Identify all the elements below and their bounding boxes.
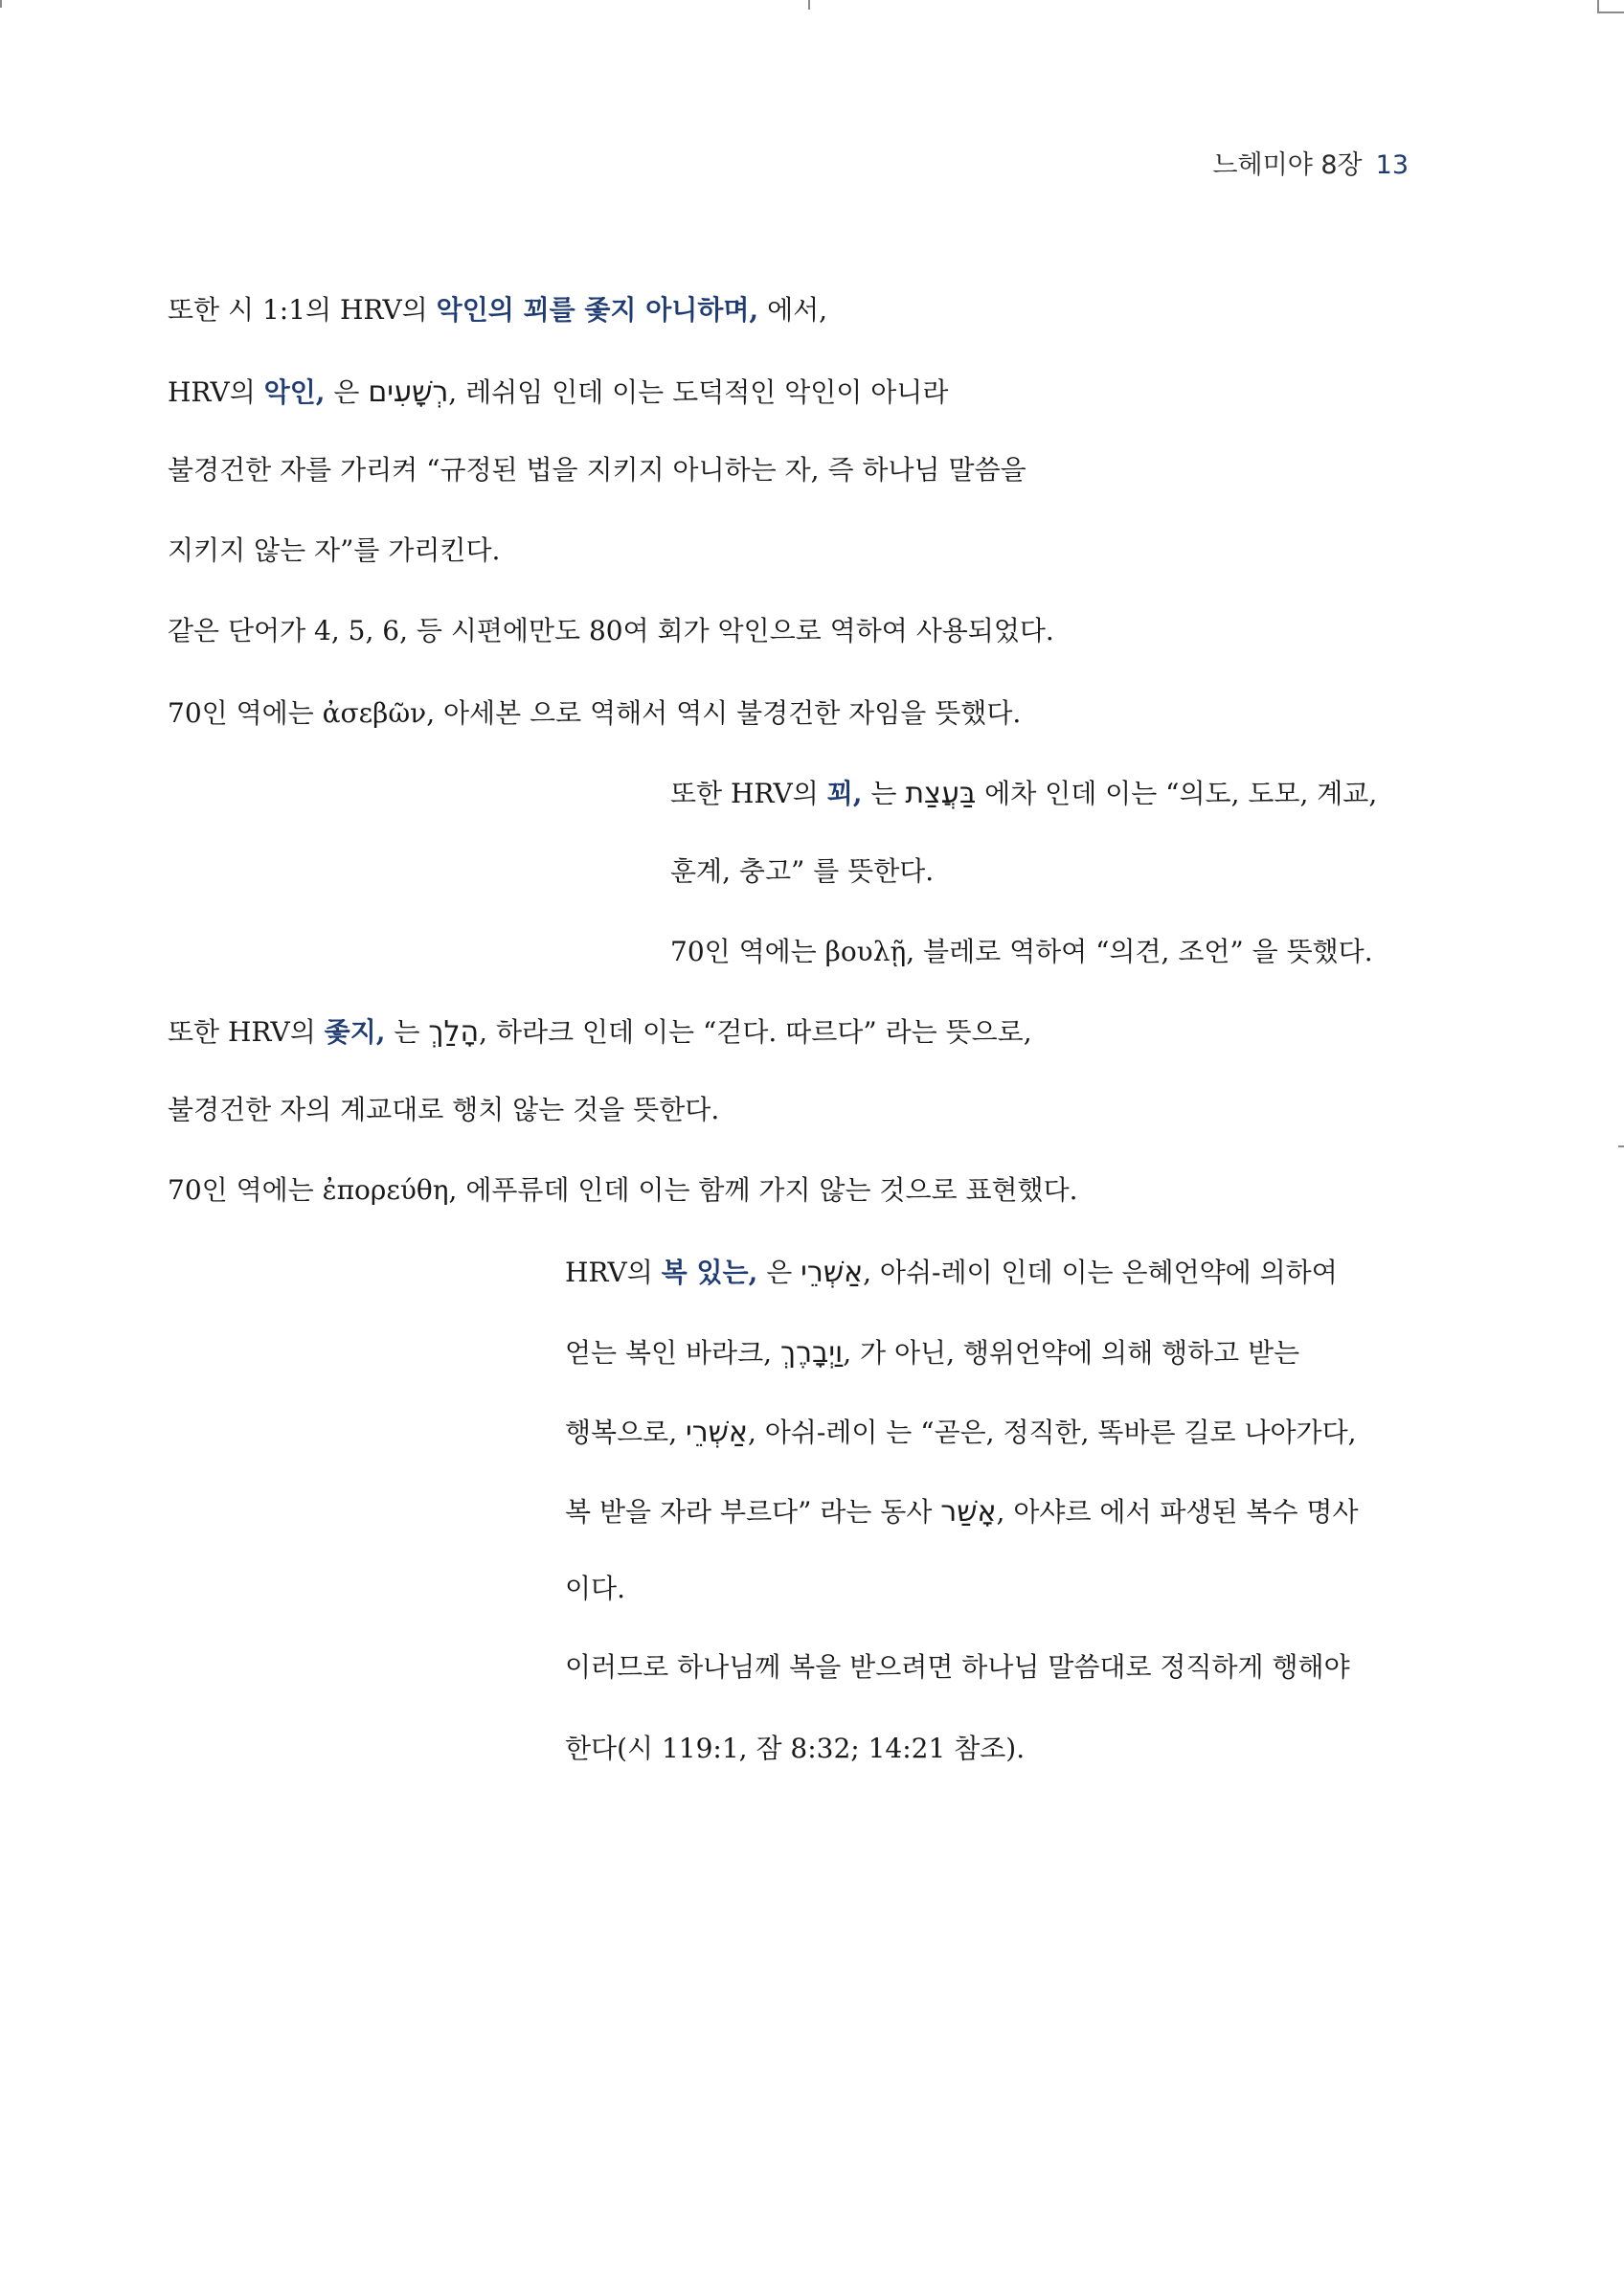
hebrew-word: רְשָׁעִים <box>368 375 449 409</box>
text-line <box>168 1015 1032 1050</box>
highlighted-term: 악인, <box>263 376 326 408</box>
highlighted-term: 좇지, <box>324 1016 386 1048</box>
text-segment: 복 받을 자라 부르다” 라는 동사 <box>565 1496 941 1528</box>
text-segment: 는 <box>862 778 906 809</box>
text-segment: 불경건한 자를 가리켜 “규정된 법을 지키지 아니하는 자, 즉 하나님 말씀을 <box>168 454 1026 486</box>
text-line <box>670 777 1377 811</box>
text-segment: 같은 단어가 4, 5, 6, 등 시편에만도 80여 회가 악인으로 역하여 사용되었다. <box>168 615 1054 646</box>
text-segment: 훈계, 충고” 를 뜻한다. <box>670 855 935 887</box>
text-line <box>168 453 1026 487</box>
text-segment: 70인 역에는 <box>168 697 323 729</box>
text-line <box>168 614 1054 648</box>
running-title: 느헤미야 8장 <box>1212 150 1363 180</box>
text-segment: 70인 역에는 <box>168 1174 323 1206</box>
hebrew-word: וַיְבָרֶךְ <box>779 1336 844 1370</box>
text-segment: 또한 HRV의 <box>670 778 827 809</box>
text-segment: , 아쉬-레이 는 “곧은, 정직한, 똑바른 길로 나아가다, <box>747 1417 1357 1448</box>
text-segment: 얻는 복인 바라크, <box>565 1337 780 1369</box>
greek-word: βουλῇ <box>824 936 907 967</box>
greek-word: ἐπορεύθη <box>322 1174 449 1206</box>
hebrew-word: הָלַךְ <box>428 1015 480 1049</box>
greek-word: ἀσεβῶν <box>322 697 427 729</box>
page-number: 13 <box>1375 150 1409 180</box>
text-segment: 행복으로, <box>565 1417 686 1448</box>
hebrew-word: אַשְׁרֵי <box>686 1416 748 1449</box>
text-segment: 지키지 않는 자”를 가리킨다. <box>168 534 501 566</box>
text-segment: 또한 HRV의 <box>168 1016 325 1048</box>
text-segment: HRV의 <box>168 376 264 408</box>
text-line <box>168 375 948 410</box>
text-segment: 불경건한 자의 계교대로 행치 않는 것을 뜻한다. <box>168 1094 720 1125</box>
text-line <box>168 1173 1078 1208</box>
text-segment: 한다(시 119:1, 잠 8:32; 14:21 참조). <box>565 1733 1026 1764</box>
text-segment: , 블레로 역하여 “의견, 조언” 을 뜻했다. <box>906 936 1373 967</box>
text-line <box>168 293 827 328</box>
text-segment: 또한 시 1:1의 HRV의 <box>168 294 437 326</box>
hebrew-word: אָשַׁר <box>940 1495 997 1529</box>
running-header <box>1212 144 1409 181</box>
text-segment: 에차 인데 이는 “의도, 도모, 계교, <box>976 778 1378 809</box>
text-segment: , 아샤르 에서 파생된 복수 명사 <box>996 1496 1359 1528</box>
crop-mark-top-left <box>0 0 2 8</box>
text-segment: 이러므로 하나님께 복을 받으려면 하나님 말씀대로 정직하게 행해야 <box>565 1651 1350 1683</box>
highlighted-term: 꾀, <box>826 778 863 809</box>
text-segment: , 아세본 으로 역해서 역시 불경건한 자임을 뜻했다. <box>426 697 1022 729</box>
text-line <box>565 1732 1025 1766</box>
crop-mark-top-right-h <box>1597 11 1624 13</box>
text-segment: , 에푸류데 인데 이는 함께 가지 않는 것으로 표현했다. <box>448 1174 1078 1206</box>
hebrew-word: אַשְׁרֵי <box>801 1256 864 1289</box>
text-segment: 은 <box>325 376 369 408</box>
text-line <box>565 1416 1357 1450</box>
text-line <box>565 1336 1299 1371</box>
text-segment: , 레쉬임 인데 이는 도덕적인 악인이 아니라 <box>448 376 949 408</box>
text-line <box>670 935 1373 969</box>
text-line <box>168 696 1021 731</box>
highlighted-term: 복 있는, <box>661 1257 758 1288</box>
text-segment: 70인 역에는 <box>670 936 825 967</box>
text-line <box>565 1650 1350 1685</box>
text-segment: HRV의 <box>565 1257 662 1288</box>
crop-mark-top-center <box>808 0 810 10</box>
text-segment: , 가 아닌, 행위언약에 의해 행하고 받는 <box>843 1337 1300 1369</box>
text-segment: 이다. <box>565 1573 625 1604</box>
text-segment: 은 <box>757 1257 801 1288</box>
text-segment: 에서, <box>758 294 828 326</box>
text-line <box>565 1256 1338 1290</box>
text-segment: , 하라크 인데 이는 “걷다. 따르다” 라는 뜻으로, <box>479 1016 1032 1048</box>
crop-mark-right-middle <box>1618 1145 1624 1147</box>
text-line <box>565 1572 625 1606</box>
hebrew-word: בַּעֲצַת <box>905 777 977 810</box>
text-segment: 는 <box>385 1016 429 1048</box>
text-line <box>168 533 500 568</box>
text-segment: , 아쉬-레이 인데 이는 은혜언약에 의하여 <box>863 1257 1338 1288</box>
text-line <box>168 1093 719 1127</box>
text-line <box>565 1495 1359 1530</box>
text-line <box>670 854 934 889</box>
highlighted-term: 악인의 꾀를 좇지 아니하며, <box>436 294 759 326</box>
